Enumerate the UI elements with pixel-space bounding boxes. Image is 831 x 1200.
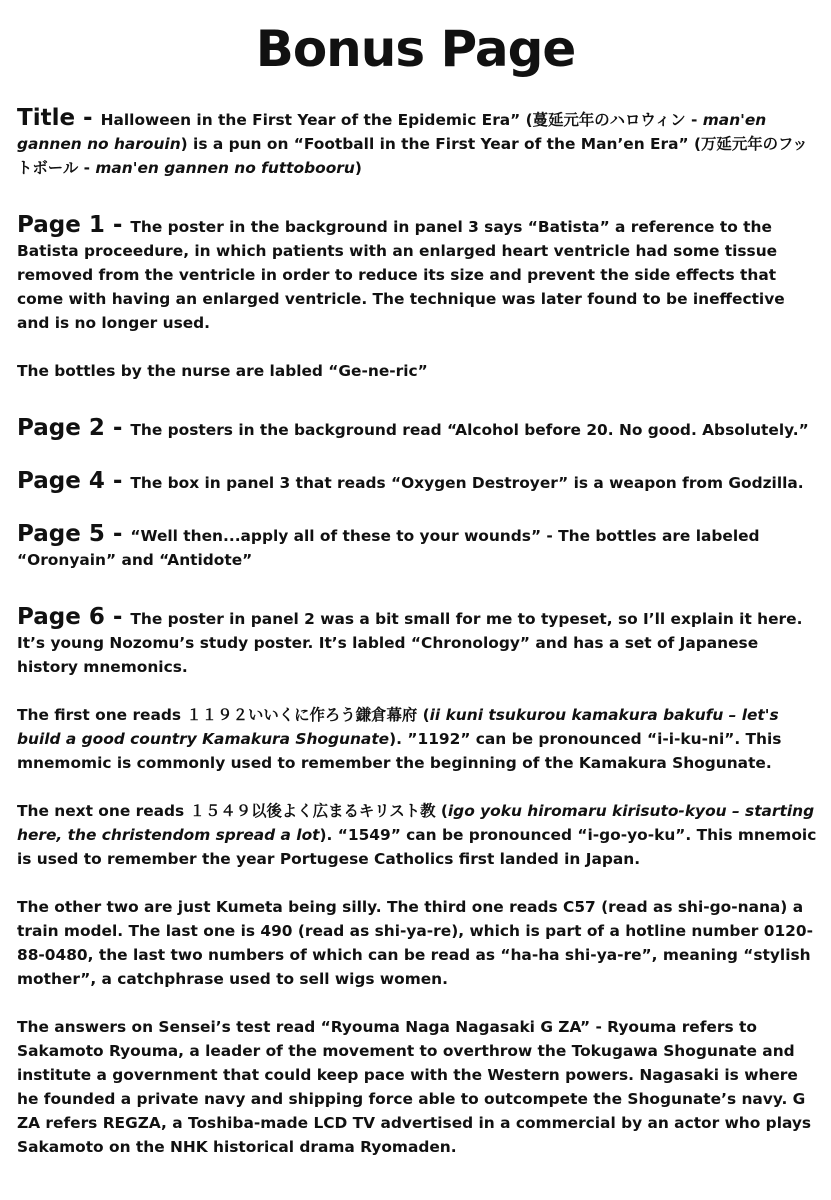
title-note: [17, 106, 822, 180]
mnemonic-1-italic: ii kuni tsukurou kamakura bakufu – let's build a good country Kamakura Shogunate: [17, 706, 779, 748]
page6-note: [17, 605, 822, 679]
page2-text: The posters in the background read “Alcohol before 20. No good. Absolutely.”: [130, 421, 809, 439]
title-note-text-2: ) is a pun on “Football in the First Year of the Man’en Era” (万延元年のフットボール -: [17, 135, 808, 177]
page1-text: The poster in the background in panel 3 says “Batista” a reference to the Batista proceedure, in which patients with an enlarged heart ventricle had some tissue removed from the ventricle in order to reduce its size and prevent the side effects that come with having an enlarged ventricle. The technique was later found to be ineffective and is no longer used.: [17, 218, 785, 332]
page4-heading: Page 4 -: [17, 468, 131, 494]
title-note-text-3: ): [354, 159, 362, 177]
mnemonic-2-text-1: The next one reads １５４９以後よく広まるキリスト教 (: [17, 802, 448, 820]
page5-note: [17, 522, 822, 572]
page5-text: “Well then...apply all of these to your wounds” - The bottles are labeled “Oronyain” and “Antidote”: [17, 527, 760, 569]
page4-note: [17, 469, 822, 495]
title-note-italic-2: man'en gannen no futtobooru: [95, 159, 355, 177]
notes-body: [17, 106, 822, 1159]
page6-other-mnemonics: The other two are just Kumeta being silly. The third one reads C57 (read as shi-go-nana) a train model. The last one is 490 (read as shi-ya-re), which is part of a hotline number 0120-88-0480, the last two numbers of which can be read as “ha-ha shi-ya-re”, meaning “stylish mother”, a catchphrase used to sell wigs women.: [17, 898, 813, 988]
page1-note-b: The bottles by the nurse are labled “Ge-ne-ric”: [17, 362, 428, 380]
page1-note: [17, 213, 822, 335]
page4-text: The box in panel 3 that reads “Oxygen Destroyer” is a weapon from Godzilla.: [130, 474, 804, 492]
page6-heading: Page 6 -: [17, 604, 131, 630]
mnemonic-2-italic: igo yoku hiromaru kirisuto-kyou – starting here, the christendom spread a lot: [17, 802, 815, 844]
mnemonic-1-text-2: ). ”1192” can be pronounced “i-i-ku-ni”. This mnemomic is commonly used to remember the beginning of the Kamakura Shogunate.: [17, 730, 782, 772]
page-title: Bonus Page: [255, 20, 576, 78]
page5-heading: Page 5 -: [17, 521, 131, 547]
page2-heading: Page 2 -: [17, 415, 131, 441]
page1-heading: Page 1 -: [17, 212, 131, 238]
mnemonic-2-text-2: ). “1549” can be pronounced “i-go-yo-ku”. This mnemoic is used to remember the year Portugese Catholics first landed in Japan.: [17, 826, 817, 868]
title-note-heading: Title -: [17, 105, 101, 131]
page6-text: The poster in panel 2 was a bit small for me to typeset, so I’ll explain it here. It’s young Nozomu’s study poster. It’s labled “Chronology” and has a set of Japanese history mnemonics.: [17, 610, 803, 676]
page2-note: [17, 416, 822, 442]
mnemonic-1-text-1: The first one reads １１９２いいくに作ろう鎌倉幕府 (: [17, 706, 430, 724]
title-note-italic-1: man'en gannen no harouin: [17, 111, 767, 153]
page6-test-answers: The answers on Sensei’s test read “Ryouma Naga Nagasaki G ZA” - Ryouma refers to Sakamoto Ryouma, a leader of the movement to overthrow the Tokugawa Shogunate and institute a government that could keep pace with the Western powers. Nagasaki is where he founded a private navy and shipping force able to outcompete the Shogunate’s navy. G ZA refers REGZA, a Toshiba-made LCD TV advertised in a commercial by an actor who plays Sakamoto on the NHK historical drama Ryomaden.: [17, 1018, 812, 1156]
page6-mnemonic-2: [17, 799, 822, 871]
page6-mnemonic-1: [17, 703, 822, 775]
title-note-text-1: Halloween in the First Year of the Epidemic Era” (蔓延元年のハロウィン -: [100, 111, 703, 129]
